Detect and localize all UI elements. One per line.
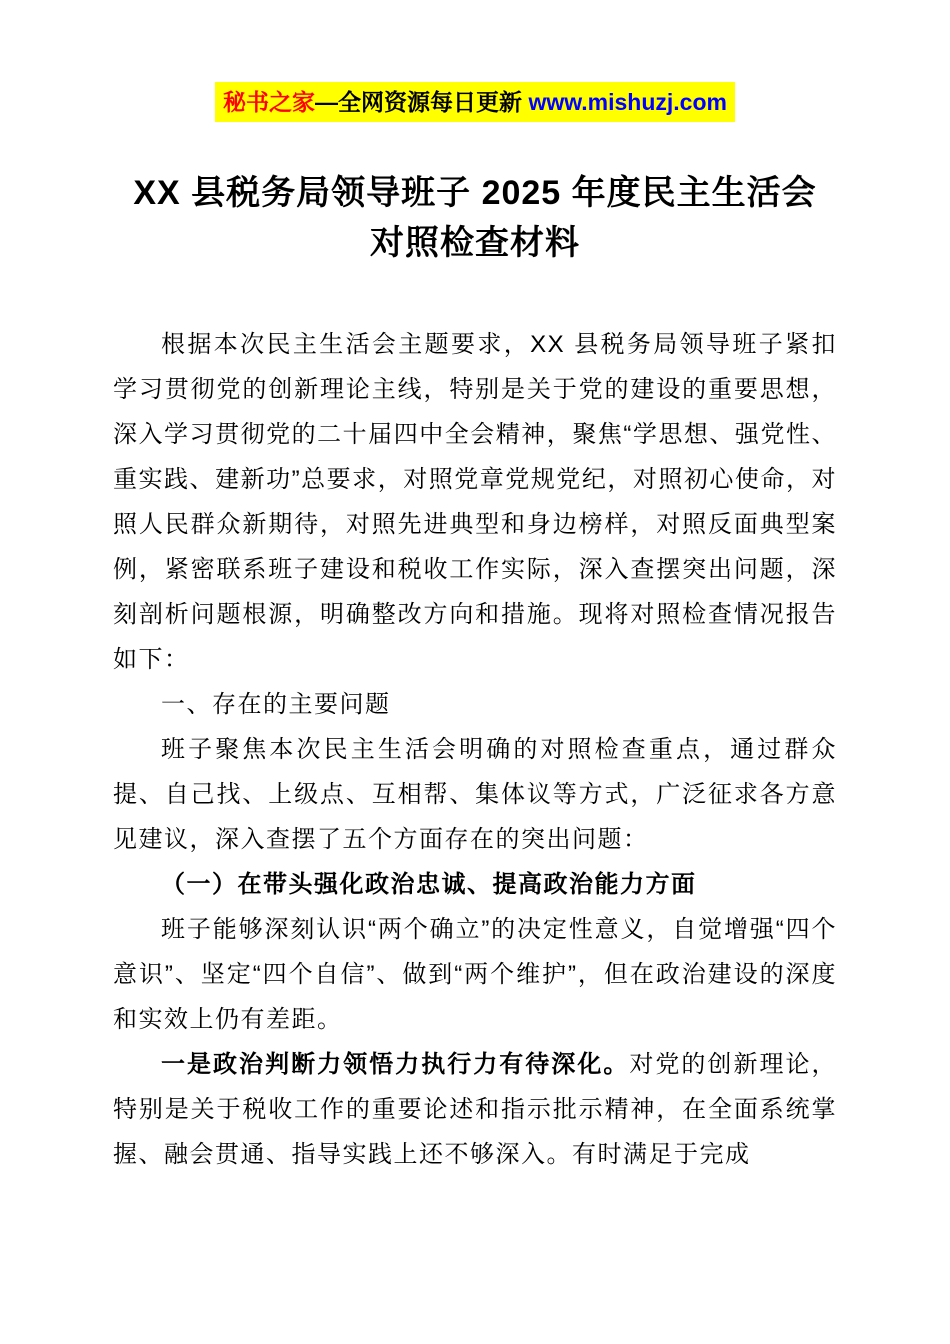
document-title: XX 县税务局领导班子 2025 年度民主生活会对照检查材料 bbox=[133, 174, 817, 262]
site-banner bbox=[215, 82, 735, 122]
point-one-text: 对党的创新理论，特别是关于税收工作的重要论述和指示批示精神，在全面系统掌握、融会贯通、指导实践上还不够深入。有时满足于完成 bbox=[113, 1051, 837, 1168]
problems-overview-text: 班子聚焦本次民主生活会明确的对照检查重点，通过群众提、自己找、上级点、互相帮、集体议等方式，广泛征求各方意见建议，深入查摆了五个方面存在的突出问题： bbox=[113, 736, 837, 853]
section-heading-problems bbox=[113, 682, 837, 727]
problems-overview-paragraph bbox=[113, 727, 837, 862]
document-body bbox=[113, 322, 837, 1177]
site-url-link[interactable]: www.mishuzj.com bbox=[528, 89, 727, 115]
subsection-heading-political-loyalty bbox=[113, 862, 837, 907]
site-header bbox=[0, 82, 950, 122]
section-heading-text: 一、存在的主要问题 bbox=[161, 691, 391, 718]
political-loyalty-paragraph bbox=[113, 907, 837, 1042]
intro-paragraph-text: 根据本次民主生活会主题要求，XX 县税务局领导班子紧扣学习贯彻党的创新理论主线，特别是关于党的建设的重要思想，深入学习贯彻党的二十届四中全会精神，聚焦“学思想、强党性、重实践、建新功”总要求，对照党章党规党纪，对照初心使命，对照人民群众新期待，对照先进典型和身边榜样，对照反面典型案例，紧密联系班子建设和税收工作实际，深入查摆突出问题，深刻剖析问题根源，明确整改方向和措施。现将对照检查情况报告如下： bbox=[113, 331, 837, 673]
political-loyalty-text: 班子能够深刻认识“两个确立”的决定性意义，自觉增强“四个意识”、坚定“四个自信”、做到“两个维护”，但在政治建设的深度和实效上仍有差距。 bbox=[113, 916, 837, 1033]
subsection-heading-text: （一）在带头强化政治忠诚、提高政治能力方面 bbox=[161, 871, 697, 898]
point-one-lead: 一是政治判断力领悟力执行力有待深化。 bbox=[161, 1051, 630, 1078]
point-one-paragraph bbox=[113, 1042, 837, 1177]
intro-paragraph bbox=[113, 322, 837, 682]
site-tagline: —全网资源每日更新 bbox=[315, 89, 529, 115]
site-name: 秘书之家 bbox=[223, 89, 316, 115]
